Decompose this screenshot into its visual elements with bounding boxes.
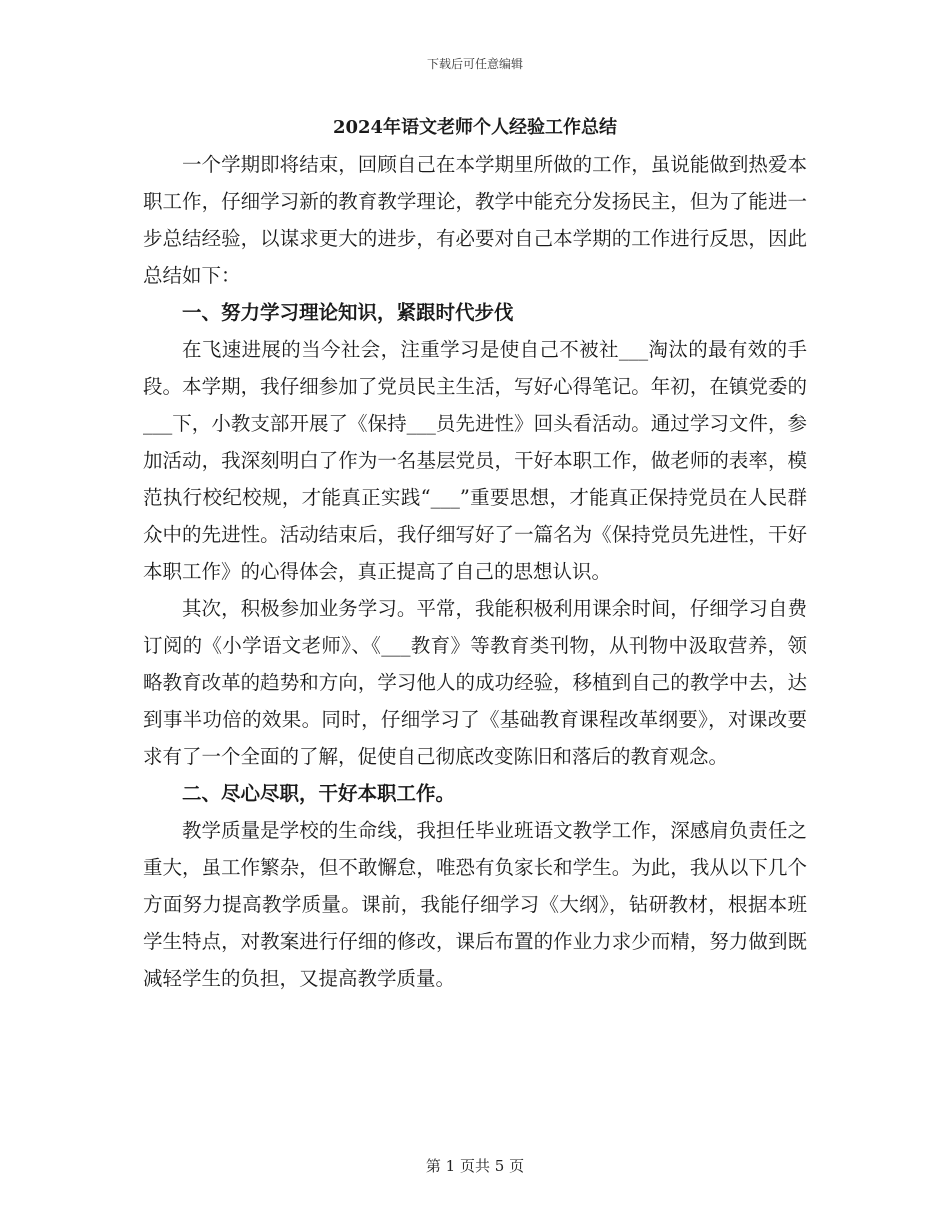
document-title: 2024年语文老师个人经验工作总结 — [332, 117, 618, 138]
body-paragraph: 在飞速进展的当今社会，注重学习是使自己不被社___淘汰的最有效的手段。本学期，我仔细参加了党员民主生活，写好心得笔记。年初，在镇党委的___下，小教支部开展了《保持___员先进性》回头看活动。通过学习文件，参加活动，我深刻明白了作为一名基层党员，干好本职工作，做老师的表率，模范执行校纪校规，才能真正实践“___”重要思想，才能真正保持党员在人民群众中的先进性。活动结束后，我仔细写好了一篇名为《保持党员先进性，干好本职工作》的心得体会，真正提高了自己的思想认识。 — [143, 338, 807, 583]
body-paragraph: 其次，积极参加业务学习。平常，我能积极利用课余时间，仔细学习自费订阅的《小学语文老师》、《___教育》等教育类刊物，从刊物中汲取营养，领略教育改革的趋势和方向，学习他人的成功经验，移植到自己的教学中去，达到事半功倍的效果。同时，仔细学习了《基础教育课程改革纲要》，对课改要求有了一个全面的了解，促使自己彻底改变陈旧和落后的教育观念。 — [143, 597, 807, 768]
section-heading-1: 一、努力学习理论知识，紧跟时代步伐 — [182, 301, 514, 324]
section-heading-2: 二、尽心尽职，干好本职工作。 — [182, 782, 456, 805]
document-body — [143, 110, 807, 997]
intro-paragraph: 一个学期即将结束，回顾自己在本学期里所做的工作，虽说能做到热爱本职工作，仔细学习新的教育教学理论，教学中能充分发扬民主，但为了能进一步总结经验，以谋求更大的进步，有必要对自己本学期的工作进行反思，因此总结如下： — [143, 153, 807, 287]
header-note: 下载后可任意编辑 — [426, 57, 523, 71]
page-number: 第 1 页共 5 页 — [425, 1157, 525, 1175]
body-paragraph: 教学质量是学校的生命线，我担任毕业班语文教学工作，深感肩负责任之重大，虽工作繁杂，但不敢懈怠，唯恐有负家长和学生。为此，我从以下几个方面努力提高教学质量。课前，我能仔细学习《大纲》，钻研教材，根据本班学生特点，对教案进行仔细的修改，课后布置的作业力求少而精，努力做到既减轻学生的负担，又提高教学质量。 — [143, 819, 807, 990]
